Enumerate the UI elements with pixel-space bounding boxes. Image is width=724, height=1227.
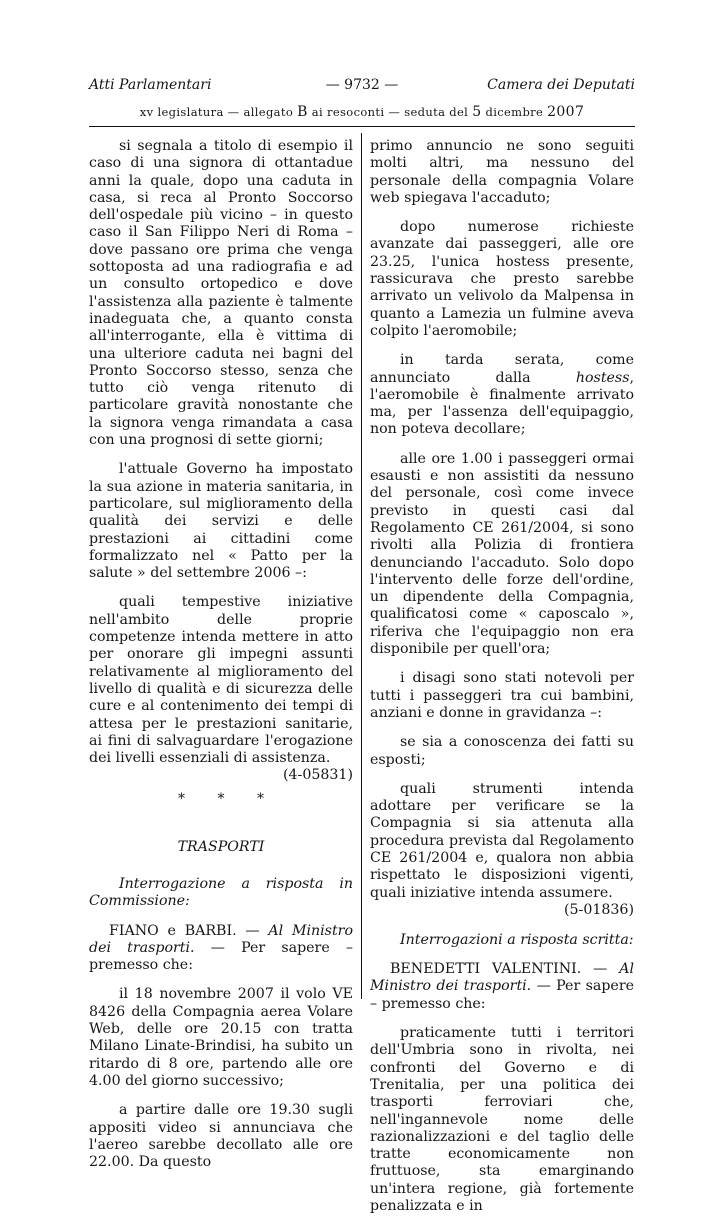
right-paragraph-3: [370, 352, 634, 438]
legislature-b: B: [297, 104, 308, 120]
author-names: BENEDETTI VALENTINI.: [390, 961, 582, 978]
question-reference: (4-05831): [282, 767, 353, 784]
header-left-title: Atti Parlamentari: [89, 77, 212, 93]
header-rule: [89, 126, 635, 127]
page-number: — 9732 —: [325, 77, 399, 93]
legislature-month: dicembre: [485, 105, 544, 119]
left-paragraph-1: si segnala a titolo di esempio il caso di una signora di ottantadue anni la quale, dopo una caduta in casa, si reca al Pronto Soccorso dell'ospedale più vicino – in questo caso il San Filippo Neri di Roma – dove passano ore prima che venga sottoposta ad una radiografia e ad un consulto ortopedico e dove l'assistenza alla paziente è talmente inadeguata che, a quanto consta all'interrogante, ella è vittima di una ulteriore caduta nei bagni del Pronto Soccorso stesso, senza che tutto ciò venga ritenuto di particolare gravità nonostante che la signora venga rimandata a casa con una prognosi di sette giorni;: [89, 138, 353, 449]
author-dash: —: [236, 922, 269, 939]
legislature-year: 2007: [547, 104, 585, 120]
minister-addressee: Al Ministro dei trasporti.: [370, 961, 634, 995]
page-header: [89, 77, 635, 101]
right-paragraph-3-b: , l'aeromobile è finalmente arrivato ma, per l'assenza dell'equipaggio, non poteva decollare;: [370, 369, 634, 438]
right-paragraph-2: dopo numerose richieste avanzate dai passeggeri, alle ore 23.25, l'unica hostess presente, rassicurava che presto sarebbe arrivato un velivolo da Malpensa in quanto a Lamezia un fulmine aveva colpito l'aeromobile;: [370, 219, 634, 339]
right-column: [370, 138, 634, 1227]
left-paragraph-3-text: quali tempestive iniziative nell'ambito delle proprie competenze intenda mettere in atto per onorare gli impegni assunti relativamente al miglioramento del livello di qualità e di sicurezza delle cure e al contenimento dei tempi di attesa per le prestazioni sanitarie, ai fini di salvaguardare l'erogazione dei livelli essenziali di assistenza.: [89, 594, 353, 767]
right-paragraph-4: alle ore 1.00 i passeggeri ormai esausti e non assistiti da nessuno del personale, così come invece previsto in questi casi dal Regolamento CE 261/2004, si sono rivolti alla Polizia di frontiera denunciando l'accaduto. Solo dopo l'intervento delle forze dell'ordine, un dipendente della Compagnia, qualificatosi come « caposcalo », riferiva che l'equipaggio non era disponibile per quell'ora;: [370, 450, 634, 658]
left-paragraph-4: il 18 novembre 2007 il volo VE 8426 della Compagnia aerea Volare Web, delle ore 20.15 con tratta Milano Linate-Brindisi, ha subito un ritardo di 8 ore, partendo alle ore 4.00 del giorno successivo;: [89, 986, 353, 1089]
author-tail: — Per sapere – premesso che:: [370, 978, 634, 1012]
right-paragraph-6: se sia a conoscenza dei fatti su esposti;: [370, 734, 634, 768]
legislature-line: [89, 104, 635, 120]
author-line: [89, 923, 353, 975]
legislature-middle: ai resoconti — seduta del: [311, 105, 469, 119]
minister-addressee: Al Ministro dei trasporti.: [89, 922, 353, 956]
right-paragraph-8: praticamente tutti i territori dell'Umbria sono in rivolta, nei confronti del Governo e di Trenitalia, per una politica dei trasporti ferroviari che, nell'ingannevole nome delle razionalizzazioni e del taglio delle tratte economicamente non fruttuose, sta emarginando un'intera regione, già fortemente penalizzata e in: [370, 1025, 634, 1215]
right-paragraph-3-a: in tarda serata, come annunciato dalla: [370, 352, 634, 386]
question-reference: (5-01836): [563, 901, 634, 918]
section-title: TRASPORTI: [177, 838, 265, 855]
author-dash: —: [581, 961, 620, 978]
right-paragraph-7: [370, 780, 634, 918]
author-tail: — Per sapere – premesso che:: [89, 939, 353, 974]
left-paragraph-2: l'attuale Governo ha impostato la sua azione in materia sanitaria, in particolare, sul miglioramento della qualità dei servizi e delle prestazioni ai cittadini come formalizzato nel « Patto per la salute » del settembre 2006 –:: [89, 461, 353, 582]
interrogation-heading: Interrogazioni a risposta scritta:: [400, 931, 634, 948]
right-paragraph-1: primo annuncio ne sono seguiti molti altri, ma nessuno del personale della compagnia Volare web spiegava l'accaduto;: [370, 138, 634, 206]
left-paragraph-3: [89, 594, 353, 784]
left-column: [89, 138, 353, 1183]
author-names: FIANO e BARBI.: [109, 922, 237, 939]
right-paragraph-7-text: quali strumenti intenda adottare per verificare se la Compagnia si sia attenuta alla procedura prevista dal Regolamento CE 261/2004 e, qualora non abbia rispettato le disposizioni vigenti, quali iniziative intenda assumere.: [370, 780, 634, 901]
legislature-prefix: xv legislatura — allegato: [139, 105, 294, 119]
left-paragraph-5: a partire dalle ore 19.30 sugli appositi video si annunciava che l'aereo sarebbe decollato alle ore 22.00. Da questo: [89, 1102, 353, 1171]
section-separator: * * *: [178, 791, 278, 808]
interrogation-heading: Interrogazione a risposta in Commissione:: [89, 875, 353, 910]
legislature-day: 5: [472, 104, 482, 120]
hostess-italic: hostess: [575, 369, 630, 386]
header-right-title: Camera dei Deputati: [487, 77, 635, 93]
right-paragraph-5: i disagi sono stati notevoli per tutti i passeggeri tra cui bambini, anziani e donne in gravidanza –:: [370, 670, 634, 721]
column-divider: [361, 133, 362, 999]
author-line: [370, 961, 634, 1013]
